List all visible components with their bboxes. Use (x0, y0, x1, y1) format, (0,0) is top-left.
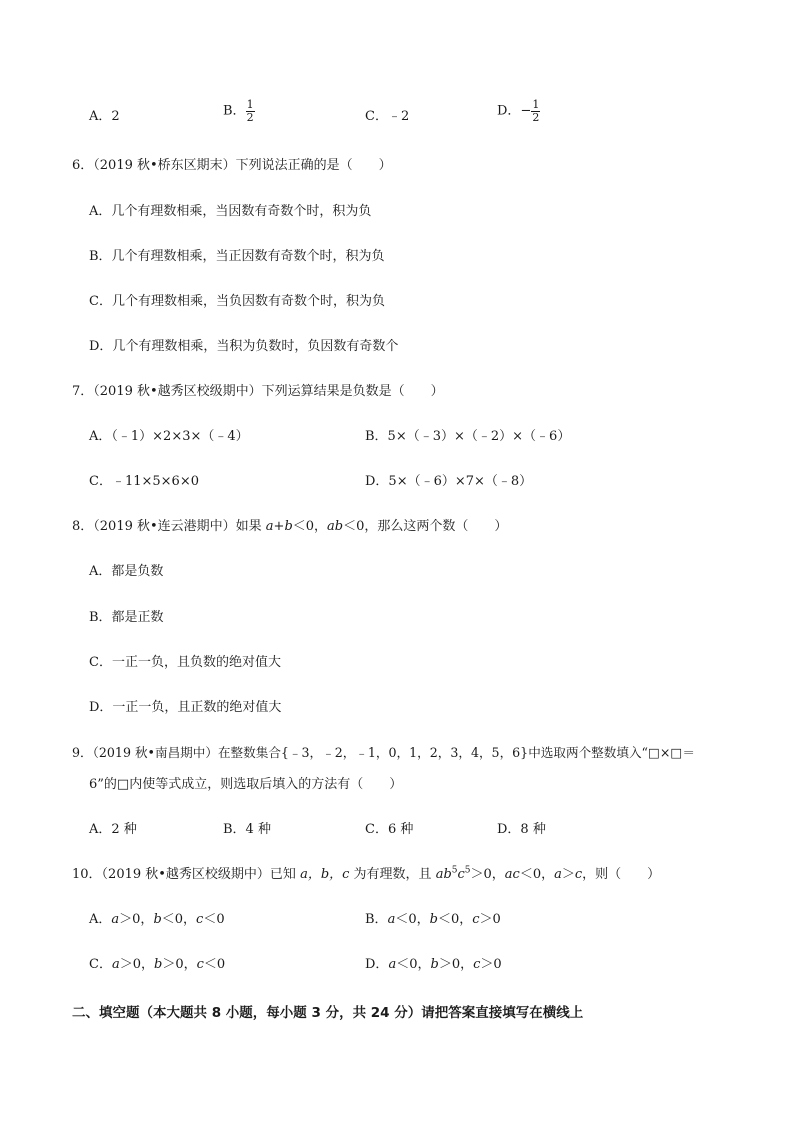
math-var: b (429, 912, 438, 927)
math-expr: c (457, 867, 465, 882)
q5-option-a (89, 108, 120, 126)
math-var: c (196, 912, 204, 927)
q10-option-d (365, 956, 502, 974)
relation: ＜0 (203, 912, 225, 927)
math-var: a (111, 957, 120, 972)
option-letter: B． (365, 912, 388, 927)
section-heading: 二、填空题（本大题共 8 小题，每小题 3 分，共 24 分）请把答案直接填写在横线上 (72, 1005, 584, 1021)
relation: ＜0， (161, 912, 197, 927)
exponent: 5 (451, 865, 458, 876)
q8-option-c: C．一正一负，且负数的绝对值大 (89, 655, 281, 670)
math-expr: ab (435, 867, 452, 882)
q9-stem-line2: 6”的□内使等式成立，则选取后填入的方法有（ ） (89, 777, 403, 792)
math-expr: c (574, 867, 583, 882)
fraction (246, 99, 255, 124)
q7-option-b: B．5×（﹣3）×（﹣2）×（﹣6） (365, 429, 571, 444)
q7-option-a: A．（﹣1）×2×3×（﹣4） (89, 429, 249, 444)
stem-text: ＜0， (519, 867, 555, 882)
option-letter: B． (223, 103, 246, 119)
option-letter: A． (89, 912, 112, 927)
q8-option-d: D．一正一负，且正数的绝对值大 (89, 700, 282, 715)
stem-text: ＞ (561, 867, 575, 882)
q9-option-c: C．6 种 (365, 822, 414, 837)
q10-option-b (365, 911, 501, 929)
fraction-numerator: 1 (532, 98, 540, 111)
math-var: a (388, 957, 397, 972)
option-letter: D． (365, 957, 389, 972)
relation: ＞0， (119, 912, 154, 927)
q5-option-c (365, 108, 409, 126)
math-var: a (111, 912, 120, 927)
q6-option-d: D．几个有理数相乘，当积为负数时，负因数有奇数个 (89, 339, 399, 354)
q9-option-d: D．8 种 (497, 822, 546, 837)
fraction (531, 99, 540, 124)
option-letter: C． (365, 109, 388, 124)
math-var: a (387, 912, 396, 927)
math-var: b (154, 957, 163, 972)
math-var: b (153, 912, 162, 927)
q8-stem (72, 518, 507, 536)
stem-text: 8．（2019 秋•连云港期中）如果 (72, 519, 266, 534)
math-expr: ac (504, 867, 520, 882)
math-vars: a，b，c (300, 867, 350, 882)
relation: ＞0， (162, 957, 197, 972)
q6-option-a: A．几个有理数相乘，当因数有奇数个时，积为负 (89, 204, 372, 219)
stem-text: ＜0，那么这两个数（ ） (343, 519, 508, 534)
q6-option-b: B．几个有理数相乘，当正因数有奇数个时，积为负 (89, 249, 385, 264)
fraction-numerator: 1 (246, 98, 254, 111)
option-text: 2 (111, 109, 120, 124)
option-letter: C． (89, 957, 112, 972)
relation: ＞0， (119, 957, 154, 972)
exponent: 5 (464, 865, 471, 876)
fraction-denominator: 2 (246, 111, 254, 124)
math-expr: a+b (265, 519, 293, 534)
relation: ＞0， (438, 957, 474, 972)
relation: ＜0 (203, 957, 226, 972)
relation: ＞0 (480, 957, 502, 972)
q5-option-d (497, 99, 540, 124)
math-expr: a (554, 867, 562, 882)
stem-text: ＜0， (292, 519, 328, 534)
q7-option-d: D．5×（﹣6）×7×（﹣8） (365, 474, 533, 489)
relation: ＜0， (396, 957, 431, 972)
option-text: ﹣2 (387, 109, 410, 124)
q8-option-b: B．都是正数 (89, 610, 164, 625)
math-var: c (196, 957, 204, 972)
relation: ＞0 (479, 912, 501, 927)
relation: ＜0， (395, 912, 430, 927)
math-var: c (472, 912, 480, 927)
math-expr: ab (327, 519, 344, 534)
relation: ＜0， (437, 912, 473, 927)
minus-sign: − (520, 103, 532, 119)
q8-option-a: A．都是负数 (89, 564, 164, 579)
option-letter: D． (497, 103, 521, 119)
q10-option-c (89, 956, 225, 974)
q9-option-b: B．4 种 (223, 822, 271, 837)
math-var: c (473, 957, 481, 972)
q9-option-a: A．2 种 (89, 822, 137, 837)
fraction-denominator: 2 (532, 111, 540, 124)
q6-stem: 6．（2019 秋•桥东区期末）下列说法正确的是（ ） (72, 158, 392, 173)
q7-option-c: C．﹣11×5×6×0 (89, 474, 199, 489)
q5-option-b (223, 99, 255, 124)
q10-stem (72, 866, 660, 884)
stem-text: 10．（2019 秋•越秀区校级期中）已知 (72, 867, 301, 882)
stem-text: ＞0， (470, 867, 505, 882)
q9-stem-line1: 9．（2019 秋•南昌期中）在整数集合{﹣3，﹣2，﹣1，0，1，2，3，4，5，6}中选取两个整数填入“□×□＝ (72, 745, 695, 760)
stem-text: 为有理数，且 (349, 867, 436, 882)
option-letter: A． (89, 109, 112, 124)
q6-option-c: C．几个有理数相乘，当负因数有奇数个时，积为负 (89, 294, 385, 309)
stem-text: ，则（ ） (582, 867, 661, 882)
q10-option-a (89, 911, 225, 929)
q7-stem: 7．（2019 秋•越秀区校级期中）下列运算结果是负数是（ ） (72, 384, 444, 399)
math-var: b (430, 957, 439, 972)
